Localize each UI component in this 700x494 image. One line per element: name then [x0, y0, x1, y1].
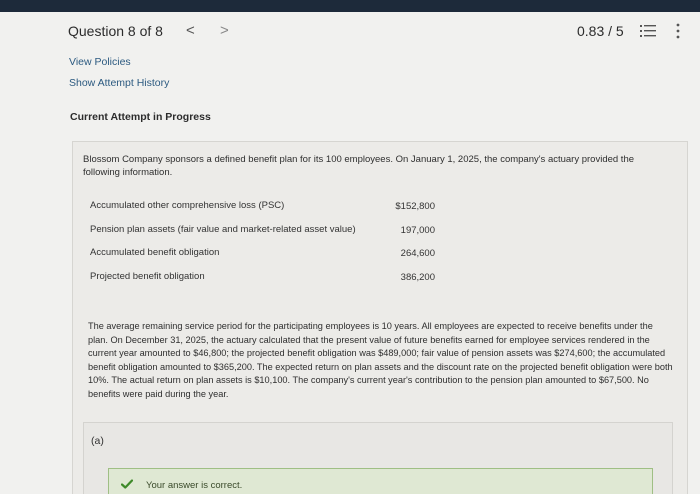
row-label: Accumulated benefit obligation [90, 247, 220, 258]
table-row [90, 268, 435, 292]
list-icon[interactable] [640, 24, 656, 38]
table-row [90, 221, 435, 245]
attempt-status-heading: Current Attempt in Progress [70, 111, 211, 123]
top-bar [0, 0, 700, 12]
score-display: 0.83 / 5 [577, 23, 624, 39]
answer-status-text: Your answer is correct. [146, 480, 243, 491]
row-label: Projected benefit obligation [90, 270, 205, 282]
problem-details: The average remaining service period for the participating employees is 10 years. All employees are expected to receive benefits under the plan. On December 31, 2025, the actuary calculated that the present value of future benefits earned for employee services rendered in the current year amounted to $46,800; the projected benefit obligation was $489,000; fair value of pension assets was $274,600; the accumulated benefit obligation amounted to $365,200. The expected return on plan assets and the discount rate on the projected benefit obligation were both 10%. The actual return on plan assets is $10,100. The company's current year's contribution to the pension plan amounted to $67,500. No benefits were paid during the year. [88, 321, 673, 399]
data-table [90, 197, 435, 291]
row-value: $152,800 [395, 201, 435, 212]
problem-card [72, 141, 688, 494]
view-policies-link[interactable]: View Policies [69, 56, 131, 68]
row-value: 264,600 [400, 248, 435, 259]
row-label: Pension plan assets (fair value and market-related asset value) [90, 223, 356, 235]
part-a-label: (a) [91, 435, 104, 447]
row-value: 197,000 [400, 224, 435, 236]
table-row [90, 244, 435, 268]
more-vertical-icon[interactable] [675, 22, 681, 40]
previous-question-button[interactable]: < [186, 22, 195, 39]
next-question-button[interactable]: > [220, 22, 229, 39]
answer-status-banner [108, 468, 653, 494]
row-value: 386,200 [400, 271, 435, 283]
question-counter: Question 8 of 8 [68, 23, 163, 39]
check-icon [121, 479, 133, 489]
question-header [0, 12, 700, 52]
problem-intro: Blossom Company sponsors a defined benefit plan for its 100 employees. On January 1, 2025, the company's actuary provided the following information. [83, 154, 635, 178]
row-label: Accumulated other comprehensive loss (PSC) [90, 200, 285, 211]
part-a-card [83, 422, 673, 494]
show-attempt-history-link[interactable]: Show Attempt History [69, 77, 170, 89]
table-row [90, 197, 435, 221]
